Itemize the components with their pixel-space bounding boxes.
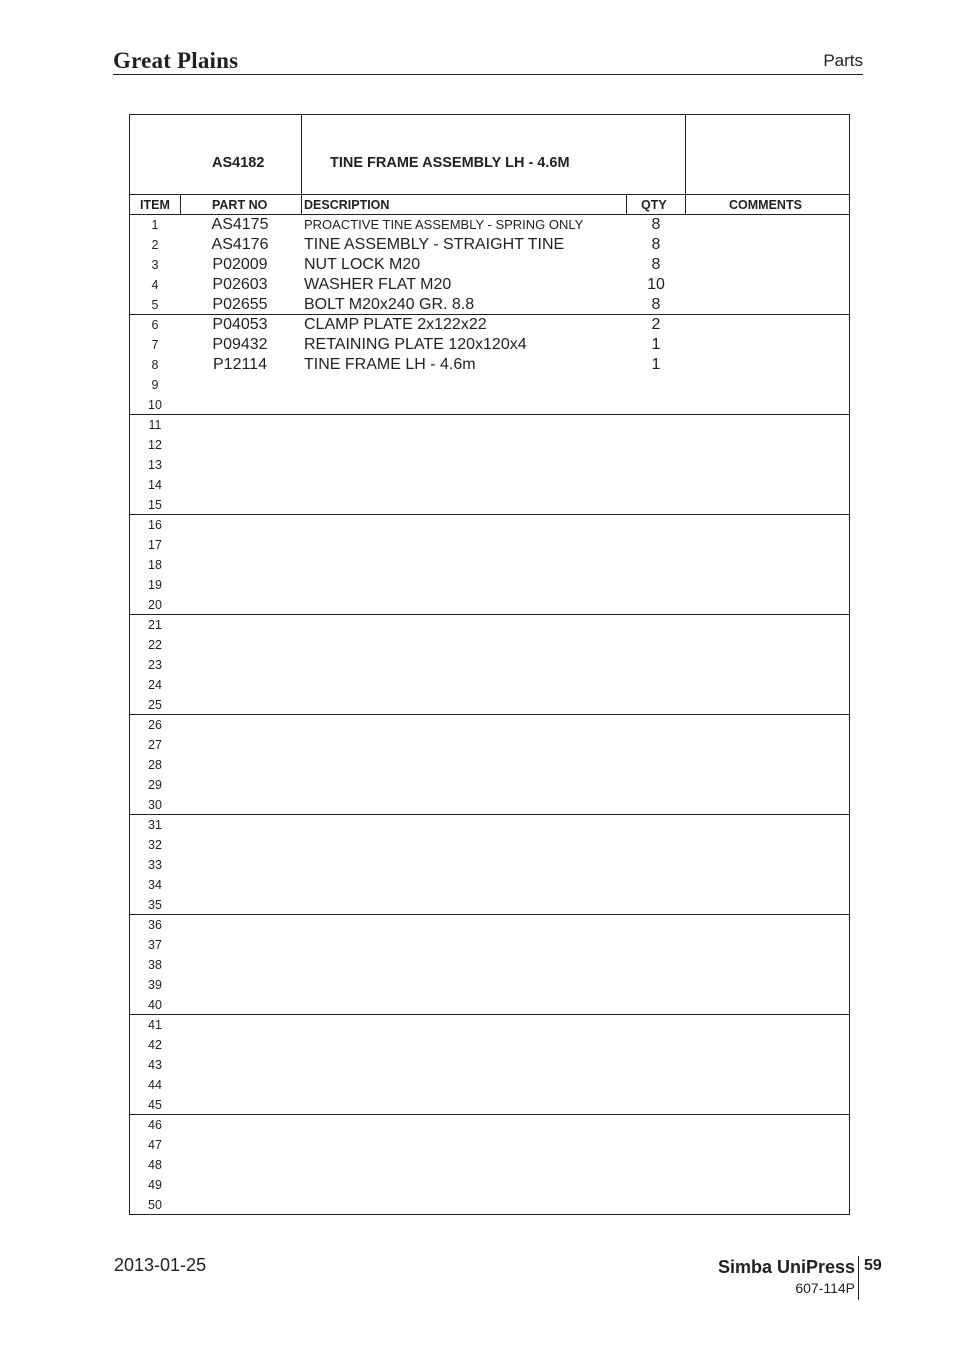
item-number: 17 [148, 538, 162, 552]
item-number: 20 [148, 598, 162, 612]
item-number: 11 [148, 418, 162, 432]
item-number: 44 [148, 1078, 162, 1092]
item-number: 42 [148, 1038, 162, 1052]
item-number: 34 [148, 878, 162, 892]
part-qty: 8 [651, 256, 661, 273]
part-qty: 1 [651, 356, 661, 373]
section-label: Parts [823, 51, 863, 70]
part-number: P02655 [212, 296, 268, 313]
table-row [130, 595, 849, 615]
item-number: 15 [148, 498, 162, 512]
part-number: P04053 [212, 316, 268, 333]
item-number: 28 [148, 758, 162, 772]
item-number: 38 [148, 958, 162, 972]
item-number: 35 [148, 898, 162, 912]
assembly-part-no: AS4182 [212, 155, 265, 171]
item-number: 7 [151, 338, 159, 352]
item-number: 23 [148, 658, 162, 672]
table-row [130, 1095, 849, 1115]
table-row [130, 755, 849, 775]
table-row [130, 955, 849, 975]
table-row [130, 295, 849, 315]
part-description: TINE FRAME LH - 4.6m [304, 356, 476, 373]
item-number: 43 [148, 1058, 162, 1072]
table-row [130, 895, 849, 915]
item-number: 50 [148, 1198, 162, 1212]
table-row [130, 735, 849, 755]
brand-logo: Great Plains [113, 48, 239, 73]
document-code: 607-114P [795, 1280, 855, 1296]
table-row [130, 775, 849, 795]
part-description: CLAMP PLATE 2x122x22 [304, 316, 487, 333]
item-number: 24 [148, 678, 162, 692]
item-number: 46 [148, 1118, 162, 1132]
item-number: 33 [148, 858, 162, 872]
part-description: RETAINING PLATE 120x120x4 [304, 336, 527, 353]
table-row [130, 995, 849, 1015]
table-row [130, 375, 849, 395]
table-row [130, 615, 849, 635]
table-row [130, 875, 849, 895]
table-row [130, 635, 849, 655]
item-number: 36 [148, 918, 162, 932]
table-row [130, 835, 849, 855]
item-number: 4 [151, 278, 159, 292]
part-number: P02009 [212, 256, 268, 273]
item-number: 30 [148, 798, 162, 812]
table-row [130, 235, 849, 255]
table-row [130, 555, 849, 575]
table-row [130, 935, 849, 955]
item-number: 27 [148, 738, 162, 752]
table-row [130, 435, 849, 455]
item-number: 18 [148, 558, 162, 572]
part-description: WASHER FLAT M20 [304, 276, 452, 293]
table-row [130, 1195, 849, 1215]
item-number: 13 [148, 458, 162, 472]
item-number: 6 [151, 318, 159, 332]
table-row [130, 675, 849, 695]
table-row [130, 1035, 849, 1055]
table-row [130, 1155, 849, 1175]
table-row [130, 715, 849, 735]
footer-rule [858, 1256, 859, 1300]
item-number: 8 [151, 358, 159, 372]
column-comments: COMMENTS [729, 198, 802, 212]
table-row [130, 215, 849, 235]
table-row [130, 475, 849, 495]
table-row [130, 575, 849, 595]
column-part-no: PART NO [212, 198, 268, 212]
part-description: PROACTIVE TINE ASSEMBLY - SPRING ONLY [304, 217, 584, 232]
item-number: 22 [148, 638, 162, 652]
table-row [130, 1115, 849, 1135]
item-number: 41 [148, 1018, 162, 1032]
table-row [130, 975, 849, 995]
footer-date: 2013-01-25 [114, 1255, 207, 1275]
part-number: AS4176 [211, 236, 269, 253]
table-row [130, 1015, 849, 1035]
item-number: 45 [148, 1098, 162, 1112]
part-qty: 1 [651, 336, 661, 353]
part-number: P09432 [212, 336, 268, 353]
table-row [130, 355, 849, 375]
table-row [130, 275, 849, 295]
table-row [130, 815, 849, 835]
table-row [130, 395, 849, 415]
table-row [130, 1175, 849, 1195]
column-header-row [130, 195, 849, 215]
item-number: 26 [148, 718, 162, 732]
item-number: 39 [148, 978, 162, 992]
item-number: 1 [151, 218, 159, 232]
table-row [130, 855, 849, 875]
column-description: DESCRIPTION [304, 198, 390, 212]
item-number: 40 [148, 998, 162, 1012]
item-number: 5 [151, 298, 159, 312]
part-number: P12114 [213, 356, 267, 373]
table-row [130, 315, 849, 335]
table-row [130, 515, 849, 535]
part-description: BOLT M20x240 GR. 8.8 [304, 296, 475, 313]
item-number: 31 [148, 818, 162, 832]
table-row [130, 695, 849, 715]
item-number: 47 [148, 1138, 162, 1152]
part-qty: 8 [651, 236, 661, 253]
item-number: 32 [148, 838, 162, 852]
item-number: 37 [148, 938, 162, 952]
table-row [130, 415, 849, 435]
table-row [130, 455, 849, 475]
column-qty: QTY [641, 198, 667, 212]
assembly-title-row [130, 115, 849, 195]
parts-table [129, 114, 850, 1215]
part-description: NUT LOCK M20 [304, 256, 421, 273]
item-number: 48 [148, 1158, 162, 1172]
item-number: 14 [148, 478, 162, 492]
item-number: 12 [148, 438, 162, 452]
table-row [130, 255, 849, 275]
page-number: 59 [864, 1257, 882, 1274]
table-row [130, 495, 849, 515]
item-number: 10 [148, 398, 162, 412]
item-number: 29 [148, 778, 162, 792]
table-row [130, 655, 849, 675]
table-row [130, 795, 849, 815]
part-qty: 10 [647, 276, 665, 293]
item-number: 49 [148, 1178, 162, 1192]
part-description: TINE ASSEMBLY - STRAIGHT TINE [304, 236, 565, 253]
table-row [130, 1135, 849, 1155]
table-row [130, 335, 849, 355]
item-number: 3 [151, 258, 159, 272]
header-rule [113, 74, 863, 75]
part-qty: 8 [651, 216, 661, 233]
assembly-title: TINE FRAME ASSEMBLY LH - 4.6M [330, 155, 570, 171]
table-row [130, 1075, 849, 1095]
column-item: ITEM [140, 198, 170, 212]
part-qty: 8 [651, 296, 661, 313]
footer-model: Simba UniPress [717, 1257, 855, 1277]
part-number: AS4175 [211, 216, 269, 233]
table-row [130, 1055, 849, 1075]
table-row [130, 915, 849, 935]
part-qty: 2 [651, 316, 661, 333]
item-number: 9 [151, 378, 159, 392]
item-number: 21 [148, 618, 162, 632]
item-number: 16 [148, 518, 162, 532]
item-number: 19 [148, 578, 162, 592]
item-number: 25 [148, 698, 162, 712]
part-number: P02603 [212, 276, 268, 293]
table-row [130, 535, 849, 555]
item-number: 2 [151, 238, 159, 252]
